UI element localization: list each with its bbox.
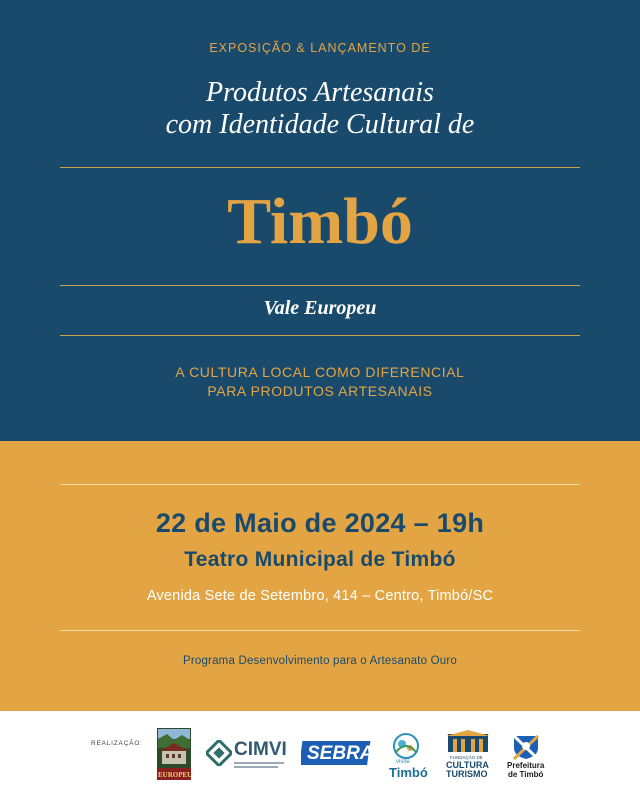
europeu-logo xyxy=(157,728,191,780)
title-line-1: Produtos Artesanais xyxy=(206,77,434,108)
divider-bottom xyxy=(60,335,580,336)
region-subtitle: Vale Europeu xyxy=(263,297,377,319)
event-venue: Teatro Municipal de Timbó xyxy=(184,548,456,571)
prefeitura-timbo-logo xyxy=(506,734,546,780)
visite-logo-big-text: Timbó xyxy=(389,765,428,780)
prefeitura-logo-text-1: Prefeitura xyxy=(507,761,545,770)
event-divider-bottom xyxy=(60,630,580,631)
program-name: Programa Desenvolvimento para o Artesanato Ouro xyxy=(182,655,458,667)
sebrae-logo-text: SEBRAE xyxy=(307,743,387,764)
realizacao-label: REALIZAÇÃO: xyxy=(91,740,143,747)
tagline-line-2: PARA PRODUTOS ARTESANAIS xyxy=(207,383,433,399)
event-kicker: EXPOSIÇÃO & LANÇAMENTO DE xyxy=(209,41,431,55)
europeu-logo-text: EUROPEU xyxy=(158,771,193,779)
visite-logo-small-text: visite xyxy=(396,759,410,765)
cultura-logo-text: CULTURA xyxy=(446,760,489,770)
cimvi-logo-text: CIMVI xyxy=(234,739,287,760)
cultura-logo-small-text: FUNDAÇÃO DE xyxy=(450,755,483,760)
event-date: 22 de Maio de 2024 – 19h xyxy=(155,508,485,538)
title-line-2: com Identidade Cultural de xyxy=(165,109,475,140)
event-panel xyxy=(0,441,640,711)
turismo-logo-text: TURISMO xyxy=(446,769,488,779)
event-divider-top xyxy=(60,484,580,485)
cimvi-logo xyxy=(206,737,286,773)
prefeitura-logo-text-2: de Timbó xyxy=(508,770,544,779)
tagline-line-1: A CULTURA LOCAL COMO DIFERENCIAL xyxy=(175,364,465,380)
fundacao-cultura-turismo-logo xyxy=(444,730,492,780)
city-title: Timbó xyxy=(227,185,413,258)
divider-top xyxy=(60,167,580,168)
visite-timbo-logo xyxy=(386,732,426,780)
sebrae-logo xyxy=(301,737,387,769)
event-address: Avenida Sete de Setembro, 414 – Centro, Timbó/SC xyxy=(146,588,494,604)
divider-middle xyxy=(60,285,580,286)
